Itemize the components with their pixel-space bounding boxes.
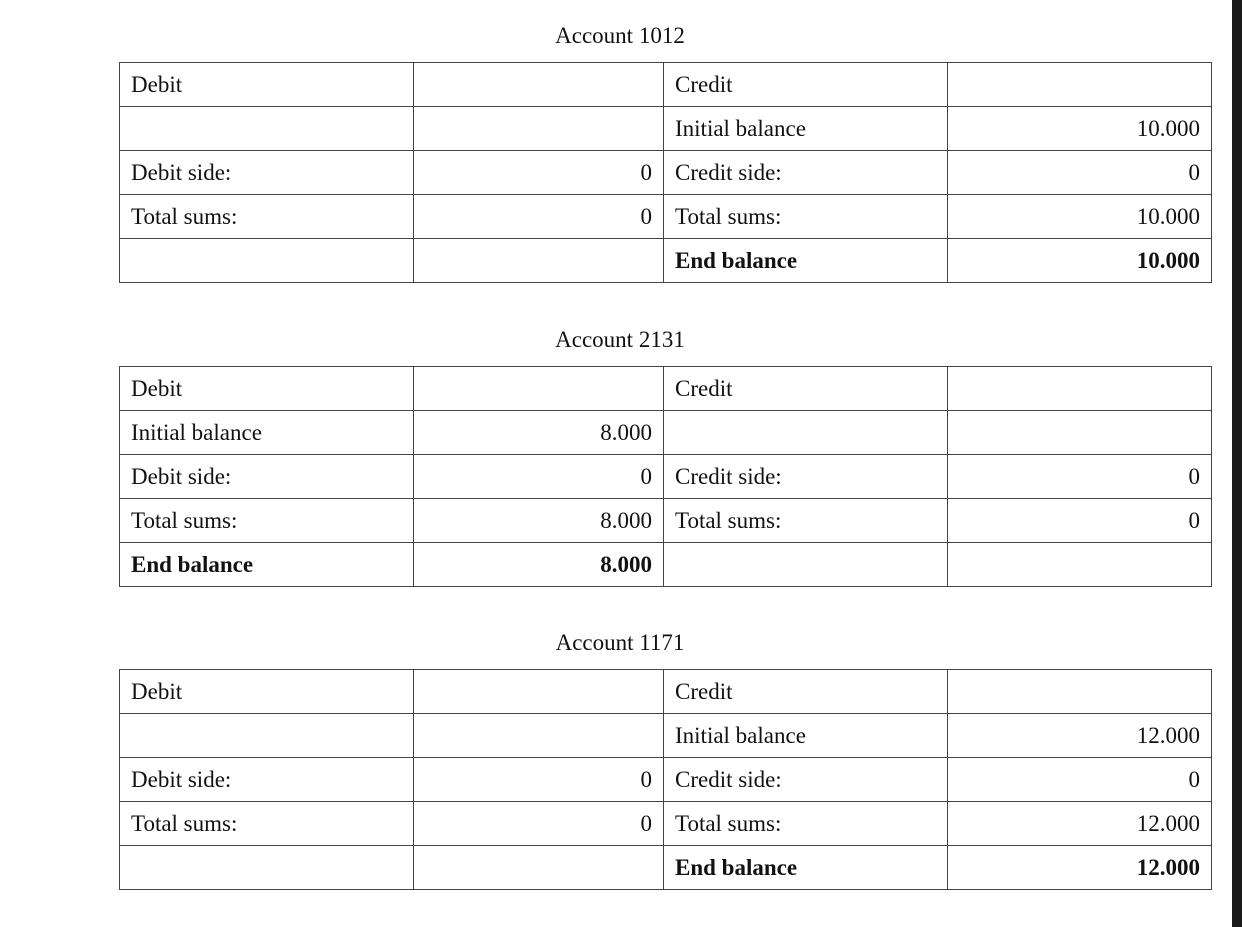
debit-value-header — [414, 670, 664, 714]
table-row — [120, 455, 1212, 499]
credit-label-cell: Credit side: — [664, 758, 948, 802]
account-title: Account 2131 — [555, 327, 685, 352]
ledger-table-account-2131 — [119, 366, 1212, 587]
credit-value-cell: 12.000 — [948, 802, 1212, 846]
table-row — [120, 714, 1212, 758]
debit-value-cell: 0 — [414, 802, 664, 846]
ledger-table-account-1171 — [119, 669, 1212, 890]
credit-header: Credit — [664, 63, 948, 107]
debit-header: Debit — [120, 63, 414, 107]
debit-value-cell — [414, 107, 664, 151]
credit-value-cell: 0 — [948, 499, 1212, 543]
debit-value-cell — [414, 846, 664, 890]
debit-value-cell: 0 — [414, 151, 664, 195]
credit-value-cell: 0 — [948, 758, 1212, 802]
end-balance-label: End balance — [664, 239, 948, 283]
debit-label-cell: Initial balance — [120, 411, 414, 455]
debit-label-cell: Debit side: — [120, 758, 414, 802]
debit-label-cell — [120, 107, 414, 151]
credit-label-cell — [664, 543, 948, 587]
debit-value-cell — [414, 714, 664, 758]
debit-label-cell: Debit side: — [120, 455, 414, 499]
end-balance-label: End balance — [664, 846, 948, 890]
debit-value-cell: 8.000 — [414, 499, 664, 543]
credit-label-cell: Credit side: — [664, 455, 948, 499]
credit-value-cell: 0 — [948, 455, 1212, 499]
debit-value-header — [414, 367, 664, 411]
debit-value-cell: 0 — [414, 195, 664, 239]
credit-label-cell: Initial balance — [664, 714, 948, 758]
credit-header: Credit — [664, 670, 948, 714]
table-header-row — [120, 670, 1212, 714]
table-row — [120, 758, 1212, 802]
table-row — [120, 239, 1212, 283]
credit-label-cell: Initial balance — [664, 107, 948, 151]
debit-label-cell — [120, 846, 414, 890]
credit-value-header — [948, 367, 1212, 411]
end-balance-value: 12.000 — [948, 846, 1212, 890]
table-row — [120, 846, 1212, 890]
credit-label-cell: Total sums: — [664, 499, 948, 543]
end-balance-value: 10.000 — [948, 239, 1212, 283]
credit-value-header — [948, 670, 1212, 714]
table-row — [120, 543, 1212, 587]
credit-header: Credit — [664, 367, 948, 411]
table-row — [120, 107, 1212, 151]
table-row — [120, 499, 1212, 543]
debit-label-cell — [120, 714, 414, 758]
credit-value-cell: 10.000 — [948, 195, 1212, 239]
credit-value-cell: 0 — [948, 151, 1212, 195]
table-header-row — [120, 63, 1212, 107]
debit-label-cell: Debit side: — [120, 151, 414, 195]
end-balance-value: 8.000 — [414, 543, 664, 587]
debit-label-cell: Total sums: — [120, 802, 414, 846]
table-row — [120, 151, 1212, 195]
credit-value-cell: 10.000 — [948, 107, 1212, 151]
credit-label-cell — [664, 411, 948, 455]
account-title: Account 1171 — [555, 630, 685, 655]
end-balance-label: End balance — [120, 543, 414, 587]
table-header-row — [120, 367, 1212, 411]
debit-header: Debit — [120, 670, 414, 714]
credit-label-cell: Credit side: — [664, 151, 948, 195]
credit-value-header — [948, 63, 1212, 107]
debit-value-header — [414, 63, 664, 107]
debit-value-cell — [414, 239, 664, 283]
credit-value-cell: 12.000 — [948, 714, 1212, 758]
credit-label-cell: Total sums: — [664, 195, 948, 239]
debit-label-cell — [120, 239, 414, 283]
credit-value-cell — [948, 411, 1212, 455]
debit-value-cell: 8.000 — [414, 411, 664, 455]
debit-label-cell: Total sums: — [120, 195, 414, 239]
debit-value-cell: 0 — [414, 455, 664, 499]
credit-value-cell — [948, 543, 1212, 587]
debit-header: Debit — [120, 367, 414, 411]
ledger-table-account-1012 — [119, 62, 1212, 283]
debit-label-cell: Total sums: — [120, 499, 414, 543]
table-row — [120, 411, 1212, 455]
debit-value-cell: 0 — [414, 758, 664, 802]
account-title: Account 1012 — [555, 23, 685, 48]
table-row — [120, 195, 1212, 239]
credit-label-cell: Total sums: — [664, 802, 948, 846]
table-row — [120, 802, 1212, 846]
